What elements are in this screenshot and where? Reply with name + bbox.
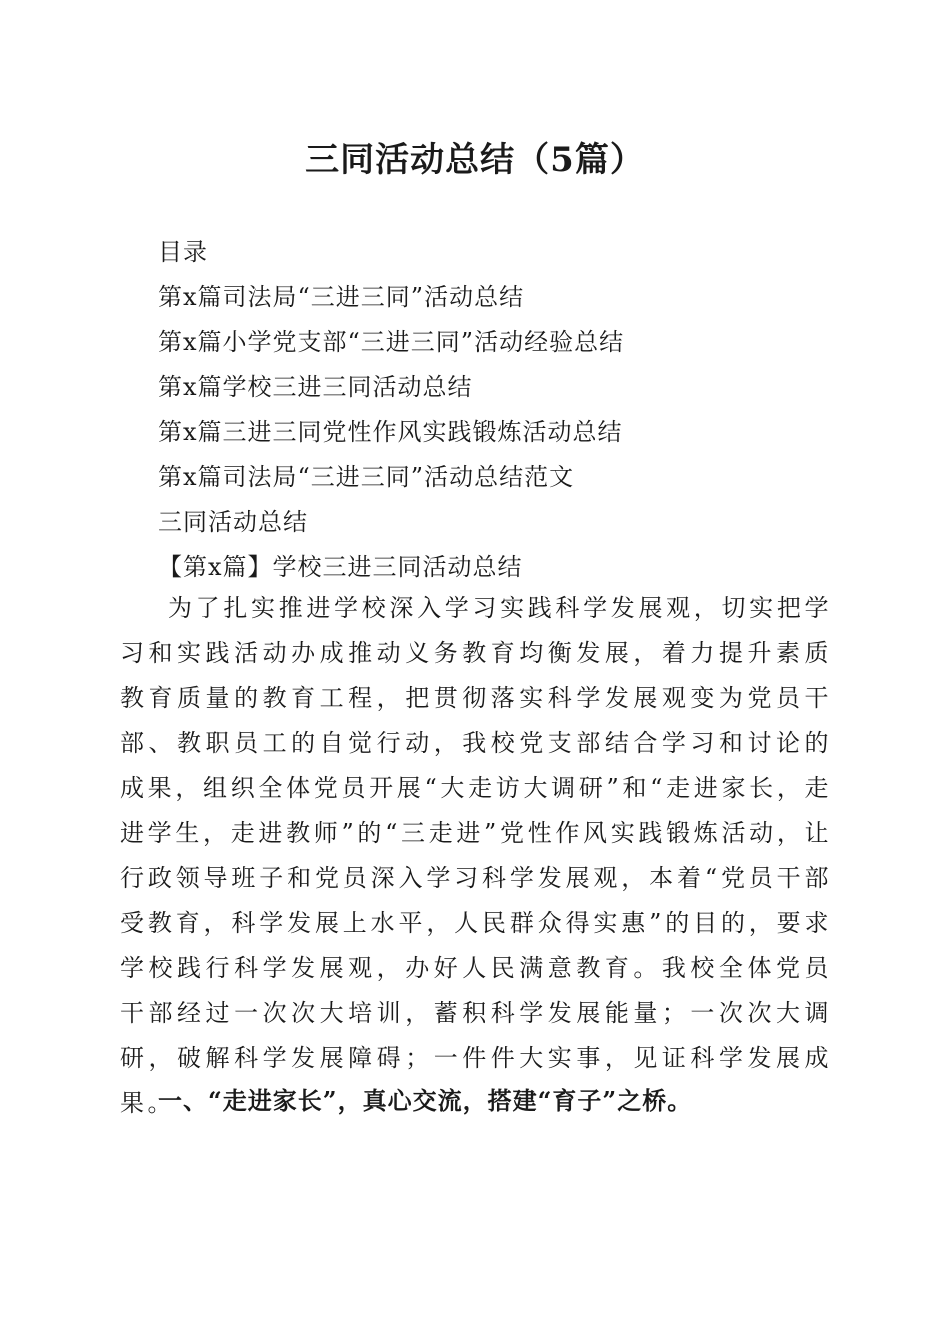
- toc-subtitle: 三同活动总结: [158, 508, 308, 536]
- toc-item: 第x篇三进三同党性作风实践锻炼活动总结: [158, 418, 623, 446]
- section-heading-1: 一、“走进家长”，真心交流，搭建“育子”之桥。: [158, 1086, 693, 1115]
- toc-item: 第x篇小学党支部“三进三同”活动经验总结: [158, 328, 625, 356]
- table-of-contents: [158, 230, 858, 590]
- paragraph: 为了扎实推进学校深入学习实践科学发展观，切实把学习和实践活动办成推动义务教育均衡发展，着力提升素质教育质量的教育工程，把贯彻落实科学发展观变为党员干部、教职员工的自觉行动，我校党支部结合学习和讨论的成果，组织全体党员开展“大走访大调研”和“走进家长，走进学生，走进教师”的“三走进”党性作风实践锻炼活动，让行政领导班子和党员深入学习科学发展观，本着“党员干部受教育，科学发展上水平，人民群众得实惠”的目的，要求学校践行科学发展观，办好人民满意教育。我校全体党员干部经过一次次大培训，蓄积科学发展能量；一次次大调研，破解科学发展障碍；一件件大实事，见证科学发展成果。: [120, 594, 832, 1117]
- toc-item: 第x篇司法局“三进三同”活动总结范文: [158, 463, 575, 491]
- toc-item: 第x篇司法局“三进三同”活动总结: [158, 283, 525, 311]
- toc-item: 第x篇学校三进三同活动总结: [158, 373, 473, 401]
- toc-heading: 目录: [158, 238, 208, 266]
- document-title: 三同活动总结（5篇）: [305, 140, 645, 180]
- body-text: [120, 586, 832, 1126]
- section-title: 【第x篇】学校三进三同活动总结: [158, 553, 523, 581]
